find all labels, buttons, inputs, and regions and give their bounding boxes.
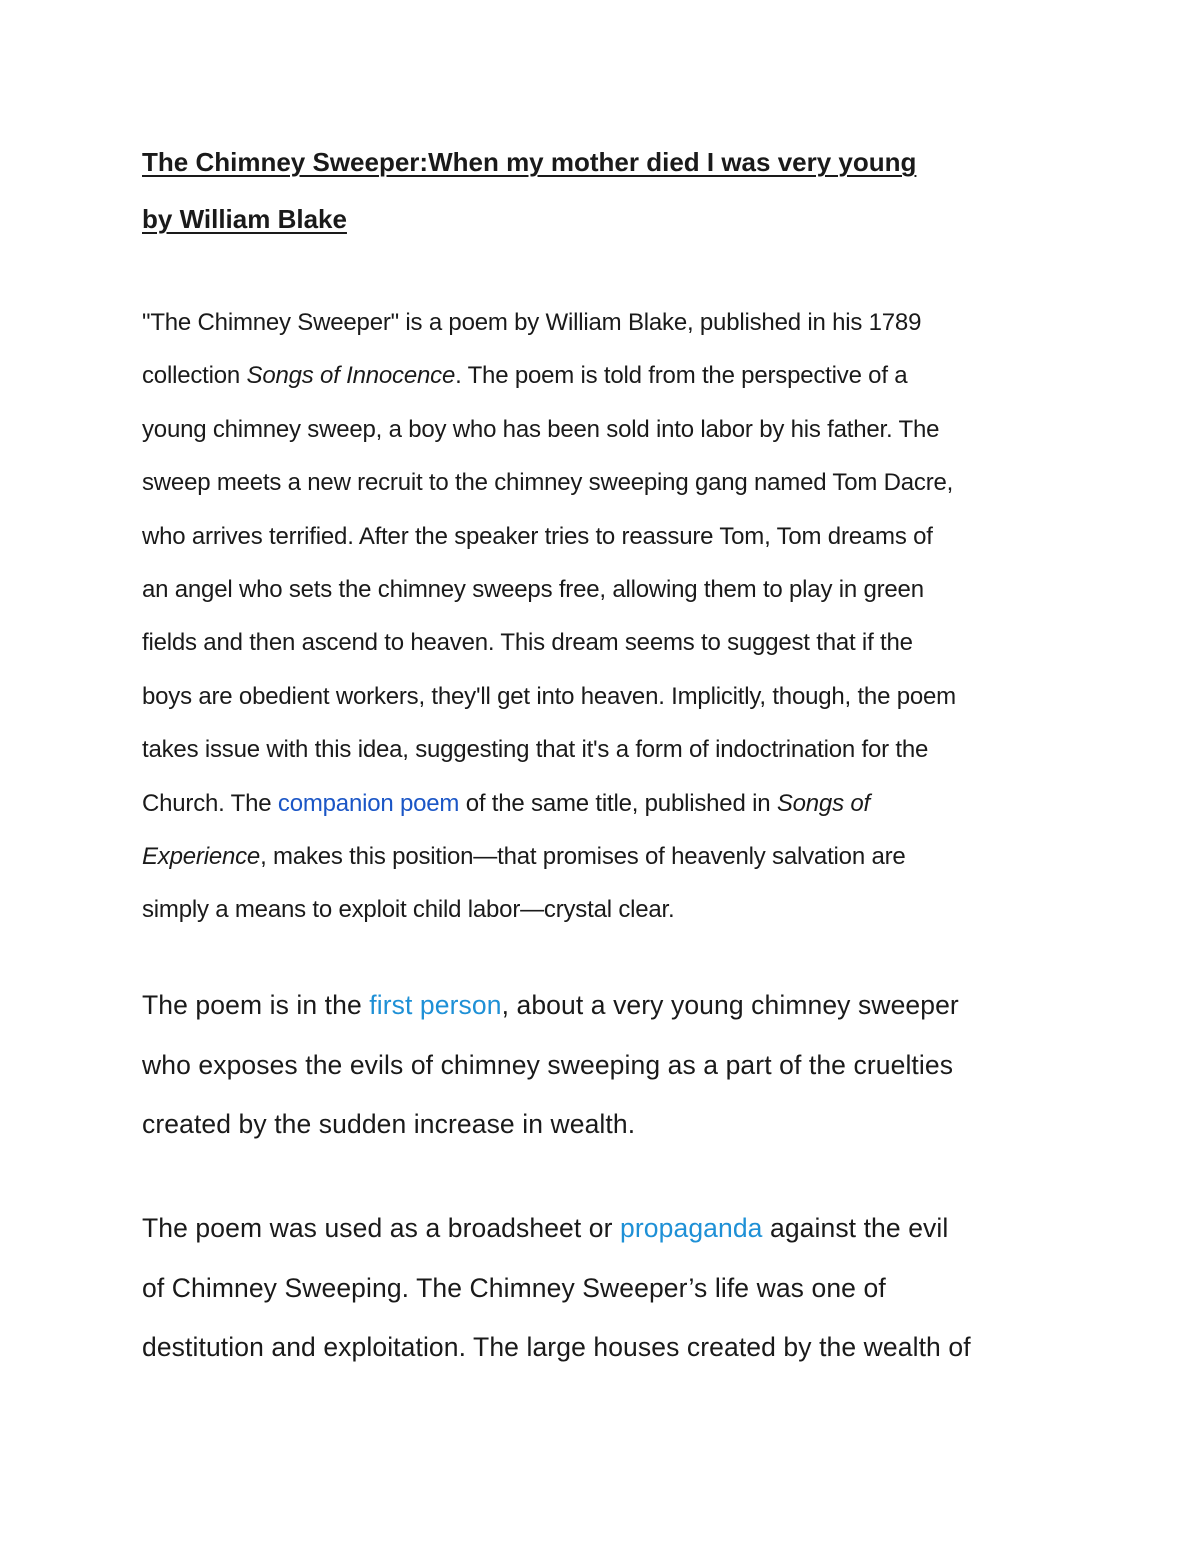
paragraph-line bbox=[142, 349, 1077, 402]
propaganda-link[interactable]: propaganda bbox=[620, 1213, 763, 1243]
text-run: Church. The bbox=[142, 789, 278, 817]
text-run: collection bbox=[142, 362, 247, 390]
book-title-songs-of-experience: Songs of bbox=[776, 789, 870, 817]
summary-paragraph bbox=[142, 296, 1077, 937]
first-person-paragraph bbox=[142, 976, 1077, 1155]
paragraph-line: fields and then ascend to heaven. This dream seems to suggest that if the bbox=[142, 629, 913, 657]
text-run: The poem was used as a broadsheet or bbox=[142, 1213, 621, 1243]
paragraph-line bbox=[142, 1199, 1077, 1259]
companion-poem-link[interactable]: companion poem bbox=[277, 789, 460, 817]
first-person-link[interactable]: first person bbox=[369, 990, 502, 1020]
text-run: The poem is in the bbox=[142, 990, 370, 1020]
title-line-1: The Chimney Sweeper:When my mother died I was very young bbox=[142, 147, 917, 177]
document-title bbox=[142, 134, 1072, 248]
title-line-2-author: by William Blake bbox=[142, 204, 347, 234]
paragraph-line bbox=[142, 830, 1077, 883]
text-run: of the same title, published in bbox=[459, 789, 777, 817]
book-title-songs-of-innocence: Songs of Innocence bbox=[246, 362, 456, 390]
paragraph-line: "The Chimney Sweeper" is a poem by William Blake, published in his 1789 bbox=[142, 309, 922, 336]
paragraph-line: destitution and exploitation. The large houses created by the wealth of bbox=[142, 1332, 971, 1362]
paragraph-line: who exposes the evils of chimney sweeping as a part of the cruelties bbox=[142, 1049, 954, 1080]
paragraph-line: created by the sudden increase in wealth. bbox=[142, 1109, 636, 1139]
paragraph-line: an angel who sets the chimney sweeps free, allowing them to play in green bbox=[142, 576, 924, 604]
text-run: , about a very young chimney sweeper bbox=[501, 990, 959, 1020]
text-run: against the evil bbox=[762, 1213, 949, 1243]
paragraph-line: who arrives terrified. After the speaker tries to reassure Tom, Tom dreams of bbox=[142, 522, 933, 550]
paragraph-line: takes issue with this idea, suggesting that it's a form of indoctrination for the bbox=[142, 736, 929, 764]
paragraph-line: of Chimney Sweeping. The Chimney Sweeper’s life was one of bbox=[142, 1272, 886, 1303]
propaganda-paragraph bbox=[142, 1199, 1077, 1378]
paragraph-line: boys are obedient workers, they'll get into heaven. Implicitly, though, the poem bbox=[142, 682, 956, 710]
paragraph-line: simply a means to exploit child labor—crystal clear. bbox=[142, 896, 675, 924]
paragraph-line bbox=[142, 777, 1077, 830]
book-title-songs-of-experience-cont: Experience bbox=[142, 843, 261, 871]
paragraph-line bbox=[142, 976, 1077, 1036]
text-run: , makes this position—that promises of heavenly salvation are bbox=[260, 843, 906, 871]
text-run: . The poem is told from the perspective of a bbox=[455, 362, 908, 390]
paragraph-line: sweep meets a new recruit to the chimney sweeping gang named Tom Dacre, bbox=[142, 469, 954, 497]
paragraph-line: young chimney sweep, a boy who has been sold into labor by his father. The bbox=[142, 415, 940, 443]
